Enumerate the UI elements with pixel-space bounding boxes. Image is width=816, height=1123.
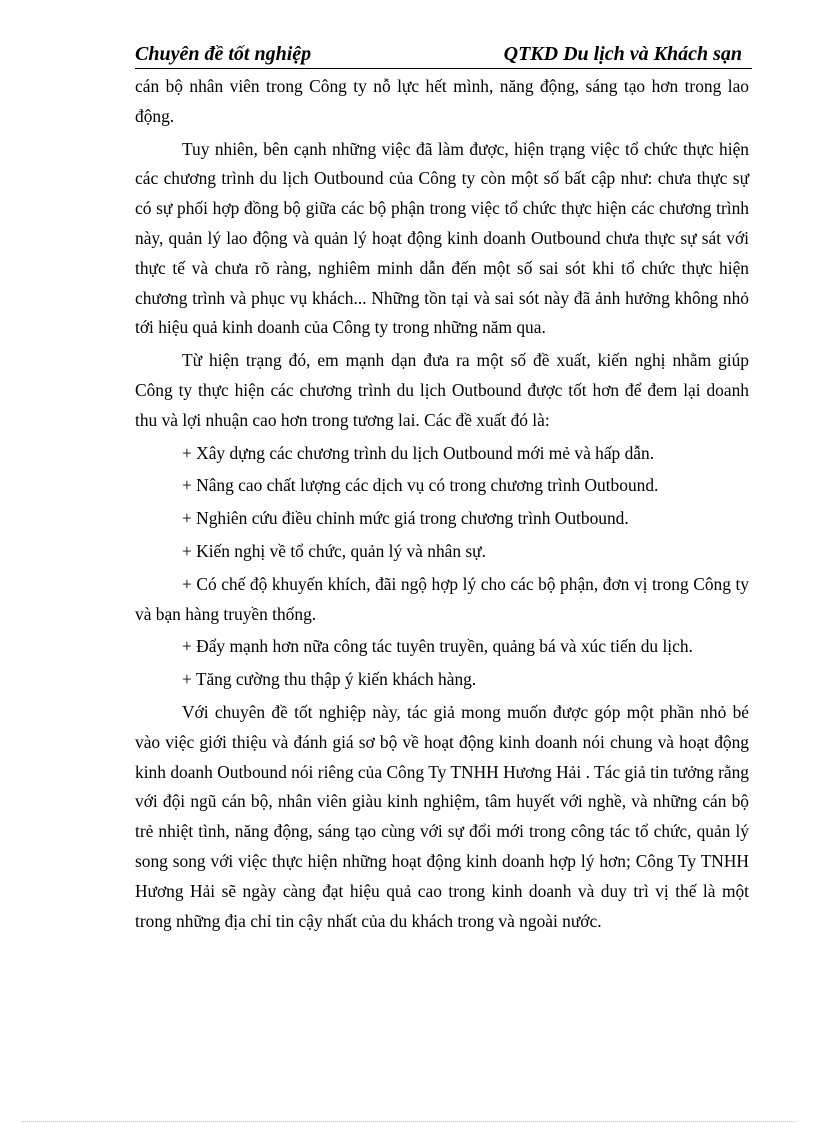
- proposal-item: + Nâng cao chất lượng các dịch vụ có trong chương trình Outbound.: [182, 475, 659, 496]
- paragraph-conclusion: Với chuyên đề tốt nghiệp này, tác giả mong muốn được góp một phần nhỏ bé vào việc giới thiệu và đánh giá sơ bộ về hoạt động kinh doanh nói chung và hoạt động kinh doanh Outbound nói riêng của Công Ty TNHH Hương Hải . Tác giả tin tưởng rằng với đội ngũ cán bộ, nhân viên giàu kinh nghiệm, tâm huyết với nghề, và những cán bộ trẻ nhiệt tình, năng động, sáng tạo cùng với sự đổi mới trong công tác tổ chức, quản lý song song với việc thực hiện những hoạt động kinh doanh hợp lý hơn; Công Ty TNHH Hương Hải sẽ ngày càng đạt hiệu quả cao trong kinh doanh và duy trì vị thế là một trong những địa chỉ tin cậy nhất của du khách trong và ngoài nước.: [135, 701, 749, 931]
- proposal-item: + Tăng cường thu thập ý kiến khách hàng.: [182, 669, 477, 690]
- header-title-left: Chuyên đề tốt nghiệp: [135, 43, 312, 65]
- document-body: [135, 72, 749, 939]
- proposal-item: + Nghiên cứu điều chỉnh mức giá trong chương trình Outbound.: [182, 508, 629, 529]
- page-header: [135, 42, 752, 69]
- proposal-item: + Kiến nghị về tổ chức, quản lý và nhân sự.: [182, 540, 486, 561]
- proposal-item: + Đẩy mạnh hơn nữa công tác tuyên truyền, quảng bá và xúc tiến du lịch.: [182, 636, 693, 657]
- paragraph-proposals-intro: Từ hiện trạng đó, em mạnh dạn đưa ra một số đề xuất, kiến nghị nhằm giúp Công ty thực hiện các chương trình du lịch Outbound được tốt hơn để đem lại doanh thu và lợi nhuận cao hơn trong tương lai. Các đề xuất đó là:: [135, 350, 749, 430]
- paragraph-current-state: Tuy nhiên, bên cạnh những việc đã làm được, hiện trạng việc tổ chức thực hiện các chương trình du lịch Outbound của Công ty còn một số bất cập như: chưa thực sự có sự phối hợp đồng bộ giữa các bộ phận trong việc tổ chức thực hiện các chương trình này, quản lý lao động và quản lý hoạt động kinh doanh Outbound chưa thực sự sát với thực tế và chưa rõ ràng, nghiêm minh dẫn đến một số sai sót khi tổ chức thực hiện chương trình và phục vụ khách... Những tồn tại và sai sót này đã ảnh hưởng không nhỏ tới hiệu quả kinh doanh của Công ty trong những năm qua.: [135, 138, 749, 338]
- proposal-item: + Có chế độ khuyến khích, đãi ngộ hợp lý cho các bộ phận, đơn vị trong Công ty và bạn hàng truyền thống.: [135, 573, 749, 624]
- proposal-item: + Xây dựng các chương trình du lịch Outbound mới mẻ và hấp dẫn.: [182, 442, 655, 463]
- page-bottom-divider: [22, 1121, 796, 1122]
- paragraph-continued: cán bộ nhân viên trong Công ty nỗ lực hết mình, năng động, sáng tạo hơn trong lao động.: [135, 76, 749, 126]
- header-title-right: QTKD Du lịch và Khách sạn: [503, 43, 742, 65]
